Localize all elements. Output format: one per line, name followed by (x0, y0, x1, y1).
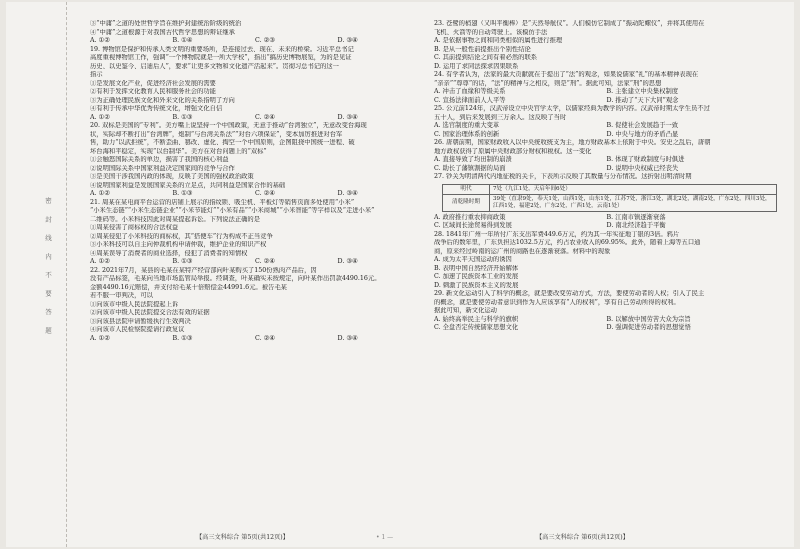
text-line: 二维码等。小米科技因此对周某提起诉讼。下列说法正确的是 (90, 215, 261, 223)
answer-options (434, 156, 779, 165)
answer-option: C. ②④ (255, 258, 275, 265)
text-line: 20. 双标是美国的“专利”。美方嘴上说坚持一个中国政策，无意于推动“台湾独立”，无意改变台海现 (90, 122, 367, 129)
answer-option: A. 冲击了血缘和等级关系 (434, 88, 506, 95)
answer-option: D. 中央与地方的矛盾凸显 (606, 130, 679, 138)
table-row (443, 194, 777, 211)
text-line: 的概念，就是要使劳动者意识到作为人应该享有“人的权利”，享有自己劳动所得的权利。 (434, 298, 680, 306)
page-footer-left: 【高三文科综合 第5页(共12页)】 (196, 534, 289, 541)
answer-option: B. ①③ (172, 190, 193, 197)
text-line: 没有产品标签，毛某向当地市场监管局举报。经调查，叶某确实未按规定，向叶某作出罚款4490.16元。 (90, 275, 381, 282)
page-mark: • 1 — (376, 534, 394, 541)
text-line: ③向该县法院申请暂缓执行生效判决 (90, 317, 191, 325)
text-line: ③是美国干涉我国内政的体现，反映了美国的强权政治政策 (90, 173, 254, 180)
answer-option: C. ②③ (255, 37, 275, 44)
answer-option: B. ①④ (172, 37, 193, 44)
text-line: 若不服一审判决，可以 (90, 292, 153, 299)
answer-option: D. 说明中央权威已经丧失 (606, 164, 679, 172)
text-line: 据此可知，新文化运动 (434, 307, 497, 314)
right-column-bottom (434, 214, 779, 333)
answer-options (434, 222, 779, 231)
answer-option: A. ①② (90, 258, 110, 265)
answer-option: B. 体现了财政制度与时俱进 (606, 156, 685, 163)
text-line: 地方政权获得了原属中央财政部分财权和税权。这一变化 (434, 147, 592, 155)
text-line: ②有利于发挥文化教育人民和服务社会的功能 (90, 88, 216, 95)
text-line: 历史、以史鉴今、启迪后人”，要求“让更多文物和文化遗产活起来”。贯彻习总书记的这一 (90, 62, 339, 70)
left-column (90, 20, 420, 343)
answer-option: D. 强调促进劳动者的思想觉悟 (606, 324, 691, 331)
text-line: ②说明国际关系中国家利益决定国家间的竞争与合作 (90, 164, 235, 172)
answer-options (90, 335, 420, 344)
answer-option: B. ①③ (172, 334, 193, 342)
text-line: B. 是从一般性前提推出个别性结论 (434, 45, 531, 53)
text-line: 五十人，到后来发展到三万余人。这反映了当时 (434, 113, 567, 121)
text-line: ④向该市人民检察院提请行政复议 (90, 326, 185, 333)
answer-option: D. ③④ (337, 37, 358, 44)
table-cell: 明代 (443, 184, 490, 194)
text-line: ③“中庸”之道的处世哲学旨在维护封建统治阶级的统治 (90, 20, 242, 27)
answer-options (90, 37, 420, 46)
answer-option: C. ②④ (255, 190, 275, 197)
right-column (434, 20, 779, 333)
text-line: “亲亲”“尊尊”的话，“法”的精神与之相反，则是“刑”。据此可知，法家“刑”的思想 (434, 79, 662, 87)
answer-option: A. ①② (90, 37, 110, 44)
text-line: D. 刺激了民族资本主义的发展 (434, 281, 519, 289)
text-line: 状，实际却不断打出“台湾牌”，炮制“与台湾关系法”“对台六项保证”，变本加厉推进对台军 (90, 130, 343, 138)
answer-option: D. ③④ (337, 258, 358, 265)
answer-option: B. 促使社会发展趋于一致 (606, 122, 679, 129)
text-line: C. 加速了民族资本工业的发展 (434, 273, 519, 280)
answer-options (434, 97, 779, 106)
answer-option: A. ①② (90, 334, 110, 342)
text-line: 23. 苍鹭的梢翅（又叫平衡棒）是“天然导航仪”。人们模仿它制成了“振动陀螺仪”，并将其使用在 (434, 20, 705, 27)
answer-option: A. ①② (90, 113, 110, 121)
right-column-top (434, 20, 779, 182)
text-line: 飞机、火箭等的自动驾驶上。该模仿手法 (434, 28, 548, 36)
answer-option: B. ①③ (172, 113, 193, 121)
text-line: C. 其前提到结论之间有着必然的联系 (434, 54, 538, 61)
text-line: ①是发展文化产业，促进经济社会发展的需要 (90, 79, 216, 87)
text-line: ②周某侵犯了小米科技的商标权，其“搭便车”行为构成不正当竞争 (90, 232, 273, 240)
answer-option: B. ①③ (172, 258, 193, 265)
text-line: ③小米科技可以自主向仲裁机构申请仲裁，维护企业的知识产权 (90, 241, 267, 248)
answer-option: D. ③④ (337, 334, 358, 342)
text-line: 指示 (90, 71, 103, 78)
table-cell: 7处（九江1处，天启年间6处） (490, 184, 777, 194)
customs-table (442, 184, 777, 212)
answer-option: B. 以解放中国劳苦大众为宗旨 (606, 315, 691, 323)
text-line: 28. 1841年广州一年所付广东支出军费449.6万元，约为其一年实征地丁银的3倍。鸦片 (434, 230, 680, 238)
text-line: ②向该市中级人民法院提交合法有效的证据 (90, 309, 210, 316)
text-line: 高度重视博物馆工作，强调“一个博物院就是一所大学校”，指出“搞历史博物展览，为的是见证 (90, 54, 352, 61)
answer-options (90, 190, 420, 199)
answer-option: A. 直接导致了均田制的崩溃 (434, 156, 512, 163)
text-line: ④说明国家利益是发展国家关系的立足点，共同利益是国家合作的基础 (90, 181, 286, 189)
text-line: D. 运用了求同法探求因果联系 (434, 62, 519, 70)
answer-option: D. ③④ (337, 190, 358, 197)
table-cell: 39处（直隶9处，奉天1处，山西1处，山东1处，江苏7处，浙江3处，湖北2处，湖南2处，广东2处，四川3处，江西1处，福建2处，广东2处，广西1处，云南1处） (490, 194, 777, 211)
answer-option: C. 助长了藩镇割据的局面 (434, 164, 506, 172)
binding-line-text: 密 封 线 内 不 要 答 题 (44, 197, 52, 339)
text-line: 22. 2021年7月，某县的毛某在某特产经营部向叶某购买了150份熟肉产品后，因 (90, 266, 317, 274)
text-line: B. 表明中国自然经济开始解体 (434, 264, 519, 272)
text-line: 售，助力“以武拒统”，不断歪曲、篡改、虚化、掏空一个中国原则，企图阻挠中国统一进程、破 (90, 139, 355, 146)
answer-options (434, 122, 779, 131)
text-line: ①会触怒国际关系的单边，损害了我国的核心利益 (90, 156, 229, 163)
answer-options (434, 324, 779, 333)
answer-options (434, 214, 779, 223)
answer-option: C. ②④ (255, 334, 275, 342)
text-line: ①周某侵害了商标权的合法权益 (90, 224, 179, 231)
text-line: A. 成为太平天国运动的诱因 (434, 256, 512, 263)
text-line: A. 是依据事物之间和同类相似的属性进行推理 (434, 37, 563, 44)
answer-options (90, 258, 420, 267)
answer-option: A. ①② (90, 190, 110, 197)
answer-option: A. 政府推行重农抑商政策 (434, 213, 506, 221)
answer-option: D. 南北经济趋于平衡 (606, 222, 666, 229)
text-line: 19. 博物馆是保护和传承人类文明的重要场所，是连接过去、现在、未来的桥梁。习近平总书记 (90, 45, 354, 53)
answer-option: C. 全盘否定传统儒家思想文化 (434, 324, 519, 331)
text-line: 24. 有学者认为，法家的最大贡献就在于提出了“法”的观念，如果说儒家“礼”的基本精神表现在 (434, 71, 699, 78)
answer-options (434, 316, 779, 325)
text-line: 29. 新文化运动引入了科学的概念，就是要改变劳动方式，方法，要使劳动者的人权；引入了民主 (434, 290, 705, 297)
answer-option: C. 宣扬法律面前人人平等 (434, 96, 506, 104)
text-line: 26. 唐朝前期，国家财政收入以中央统收统支为主，地方财政基本上依附于中央。安史之乱后，唐朝 (434, 139, 711, 146)
answer-option: C. 区域间长途贸易得到发展 (434, 222, 512, 229)
answer-option: B. 主张建立中央集权制度 (606, 88, 679, 95)
text-line: 25. 公元前124年，汉武帝设立中央官学太学，以儒家经典为教学的内容。汉武帝时期太学生员不过 (434, 105, 710, 112)
text-line: 21. 周某在某电商平台运营的店铺上展示的指纹锁、吸尘机、平板灯等销售页面多处使用“小米” (90, 198, 355, 206)
answer-options (434, 88, 779, 97)
binding-gutter (14, 2, 67, 547)
table-cell: 清乾隆时期 (443, 194, 490, 211)
text-line: 坏台海和平稳定，实现“以台制华”。美方在对台问题上的“双标” (90, 147, 267, 155)
text-line: ④周某误导了消费者的商业选择，侵犯了消费者的知情权 (90, 249, 248, 257)
text-line: 27. 钞关为明清两代内地征税的关卡，下表所示反映了其数量与分布情况。这折射出明清时期 (434, 173, 692, 180)
answer-option: A. 始终高举民主与科学的旗帜 (434, 315, 519, 323)
answer-options (434, 165, 779, 174)
answer-option: C. 国家治理体系的创新 (434, 130, 500, 138)
text-line: 战争后的数年里，广东负担达1032.5万元，约占农业收入的69.95%。此外，随着上海等五口通 (434, 239, 701, 246)
answer-option: D. ③④ (337, 113, 358, 121)
answer-option: C. ②④ (255, 113, 275, 121)
text-line: 商，原来经过岭南的运广州的商路也在逐渐衰落。材料中的现象 (434, 247, 611, 255)
text-line: ③为正确处理民族文化和外来文化的关系指明了方向 (90, 96, 235, 104)
answer-options (434, 131, 779, 140)
text-line: ④有利于传承中华优秀传统文化，增强文化自信 (90, 105, 223, 112)
text-line: ④“中庸”之道根源于对我国古代哲学思想的辩证继承 (90, 28, 235, 36)
answer-options (90, 114, 420, 123)
text-line: “小米生态链”“小米生态链企业”“小米节能灯”“小米有品”“小米商城”“小米智能”等字样以及“走进小米” (90, 207, 375, 214)
exam-sheet (6, 2, 794, 547)
text-line: 金额4490.16元赔偿，并支付给毛某十倍赔偿金44991.6元。被告毛某 (90, 283, 287, 291)
answer-option: D. 推动了“天下大同”观念 (606, 96, 679, 104)
answer-option: A. 选官制度的重大变革 (434, 122, 500, 129)
table-row (443, 184, 777, 194)
text-line: ①向该市中级人民法院提起上诉 (90, 300, 179, 308)
answer-option: B. 江南市镇逐渐衰落 (606, 213, 666, 221)
page-footer-right: 【高三文科综合 第6页(共12页)】 (536, 534, 629, 541)
